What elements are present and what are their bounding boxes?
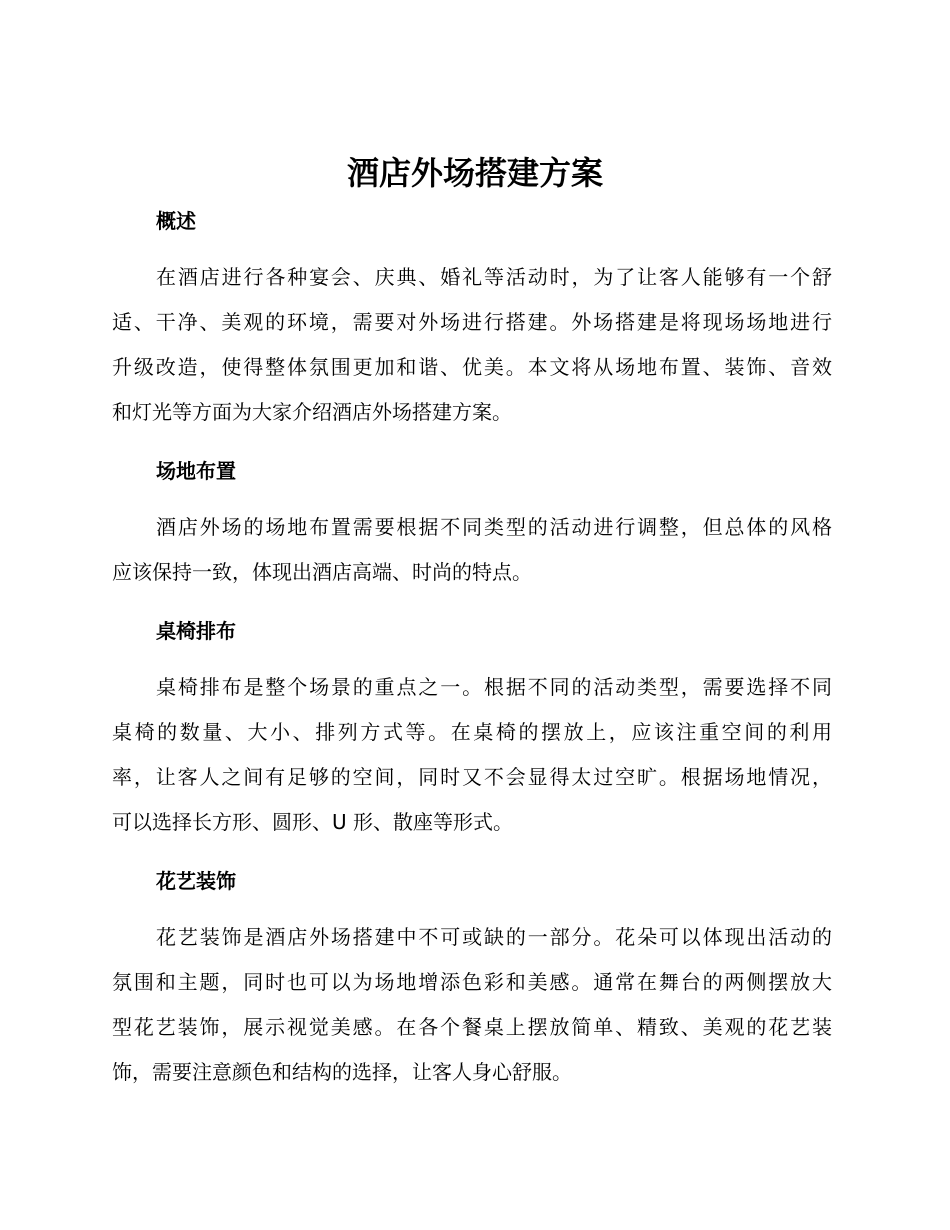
section-paragraph-seating xyxy=(112,665,832,845)
section-heading-venue-layout: 场地布置 xyxy=(156,459,236,483)
paragraph-line: 和灯光等方面为大家介绍酒店外场搭建方案。 xyxy=(112,400,512,424)
paragraph-line: 酒店外场的场地布置需要根据不同类型的活动进行调整，但总体的风格 xyxy=(156,515,832,539)
paragraph-line: 型花艺装饰，展示视觉美感。在各个餐桌上摆放简单、精致、美观的花艺装 xyxy=(112,1015,832,1039)
section-paragraph-venue-layout xyxy=(112,505,832,595)
paragraph-line: 氛围和主题，同时也可以为场地增添色彩和美感。通常在舞台的两侧摆放大 xyxy=(112,970,832,994)
paragraph-line: 升级改造，使得整体氛围更加和谐、优美。本文将从场地布置、装饰、音效 xyxy=(112,355,832,379)
paragraph-line: 率，让客人之间有足够的空间，同时又不会显得太过空旷。根据场地情况， xyxy=(112,765,832,789)
document-title: 酒店外场搭建方案 xyxy=(346,154,603,192)
section-paragraph-floral xyxy=(112,915,832,1095)
paragraph-line: 适、干净、美观的环境，需要对外场进行搭建。外场搭建是将现场场地进行 xyxy=(112,310,832,334)
paragraph-line: 饰，需要注意颜色和结构的选择，让客人身心舒服。 xyxy=(112,1060,572,1084)
paragraph-line: 桌椅的数量、大小、排列方式等。在桌椅的摆放上，应该注重空间的利用 xyxy=(112,720,832,744)
paragraph-line: 花艺装饰是酒店外场搭建中不可或缺的一部分。花朵可以体现出活动的 xyxy=(156,925,832,949)
paragraph-line: 桌椅排布是整个场景的重点之一。根据不同的活动类型，需要选择不同 xyxy=(156,675,832,699)
section-paragraph-overview xyxy=(112,255,832,435)
paragraph-line: 可以选择长方形、圆形、U 形、散座等形式。 xyxy=(112,810,513,834)
paragraph-line: 应该保持一致，体现出酒店高端、时尚的特点。 xyxy=(112,560,532,584)
section-heading-seating: 桌椅排布 xyxy=(156,619,236,643)
section-heading-floral: 花艺装饰 xyxy=(156,869,236,893)
section-heading-overview: 概述 xyxy=(156,209,196,233)
paragraph-line: 在酒店进行各种宴会、庆典、婚礼等活动时，为了让客人能够有一个舒 xyxy=(156,265,832,289)
